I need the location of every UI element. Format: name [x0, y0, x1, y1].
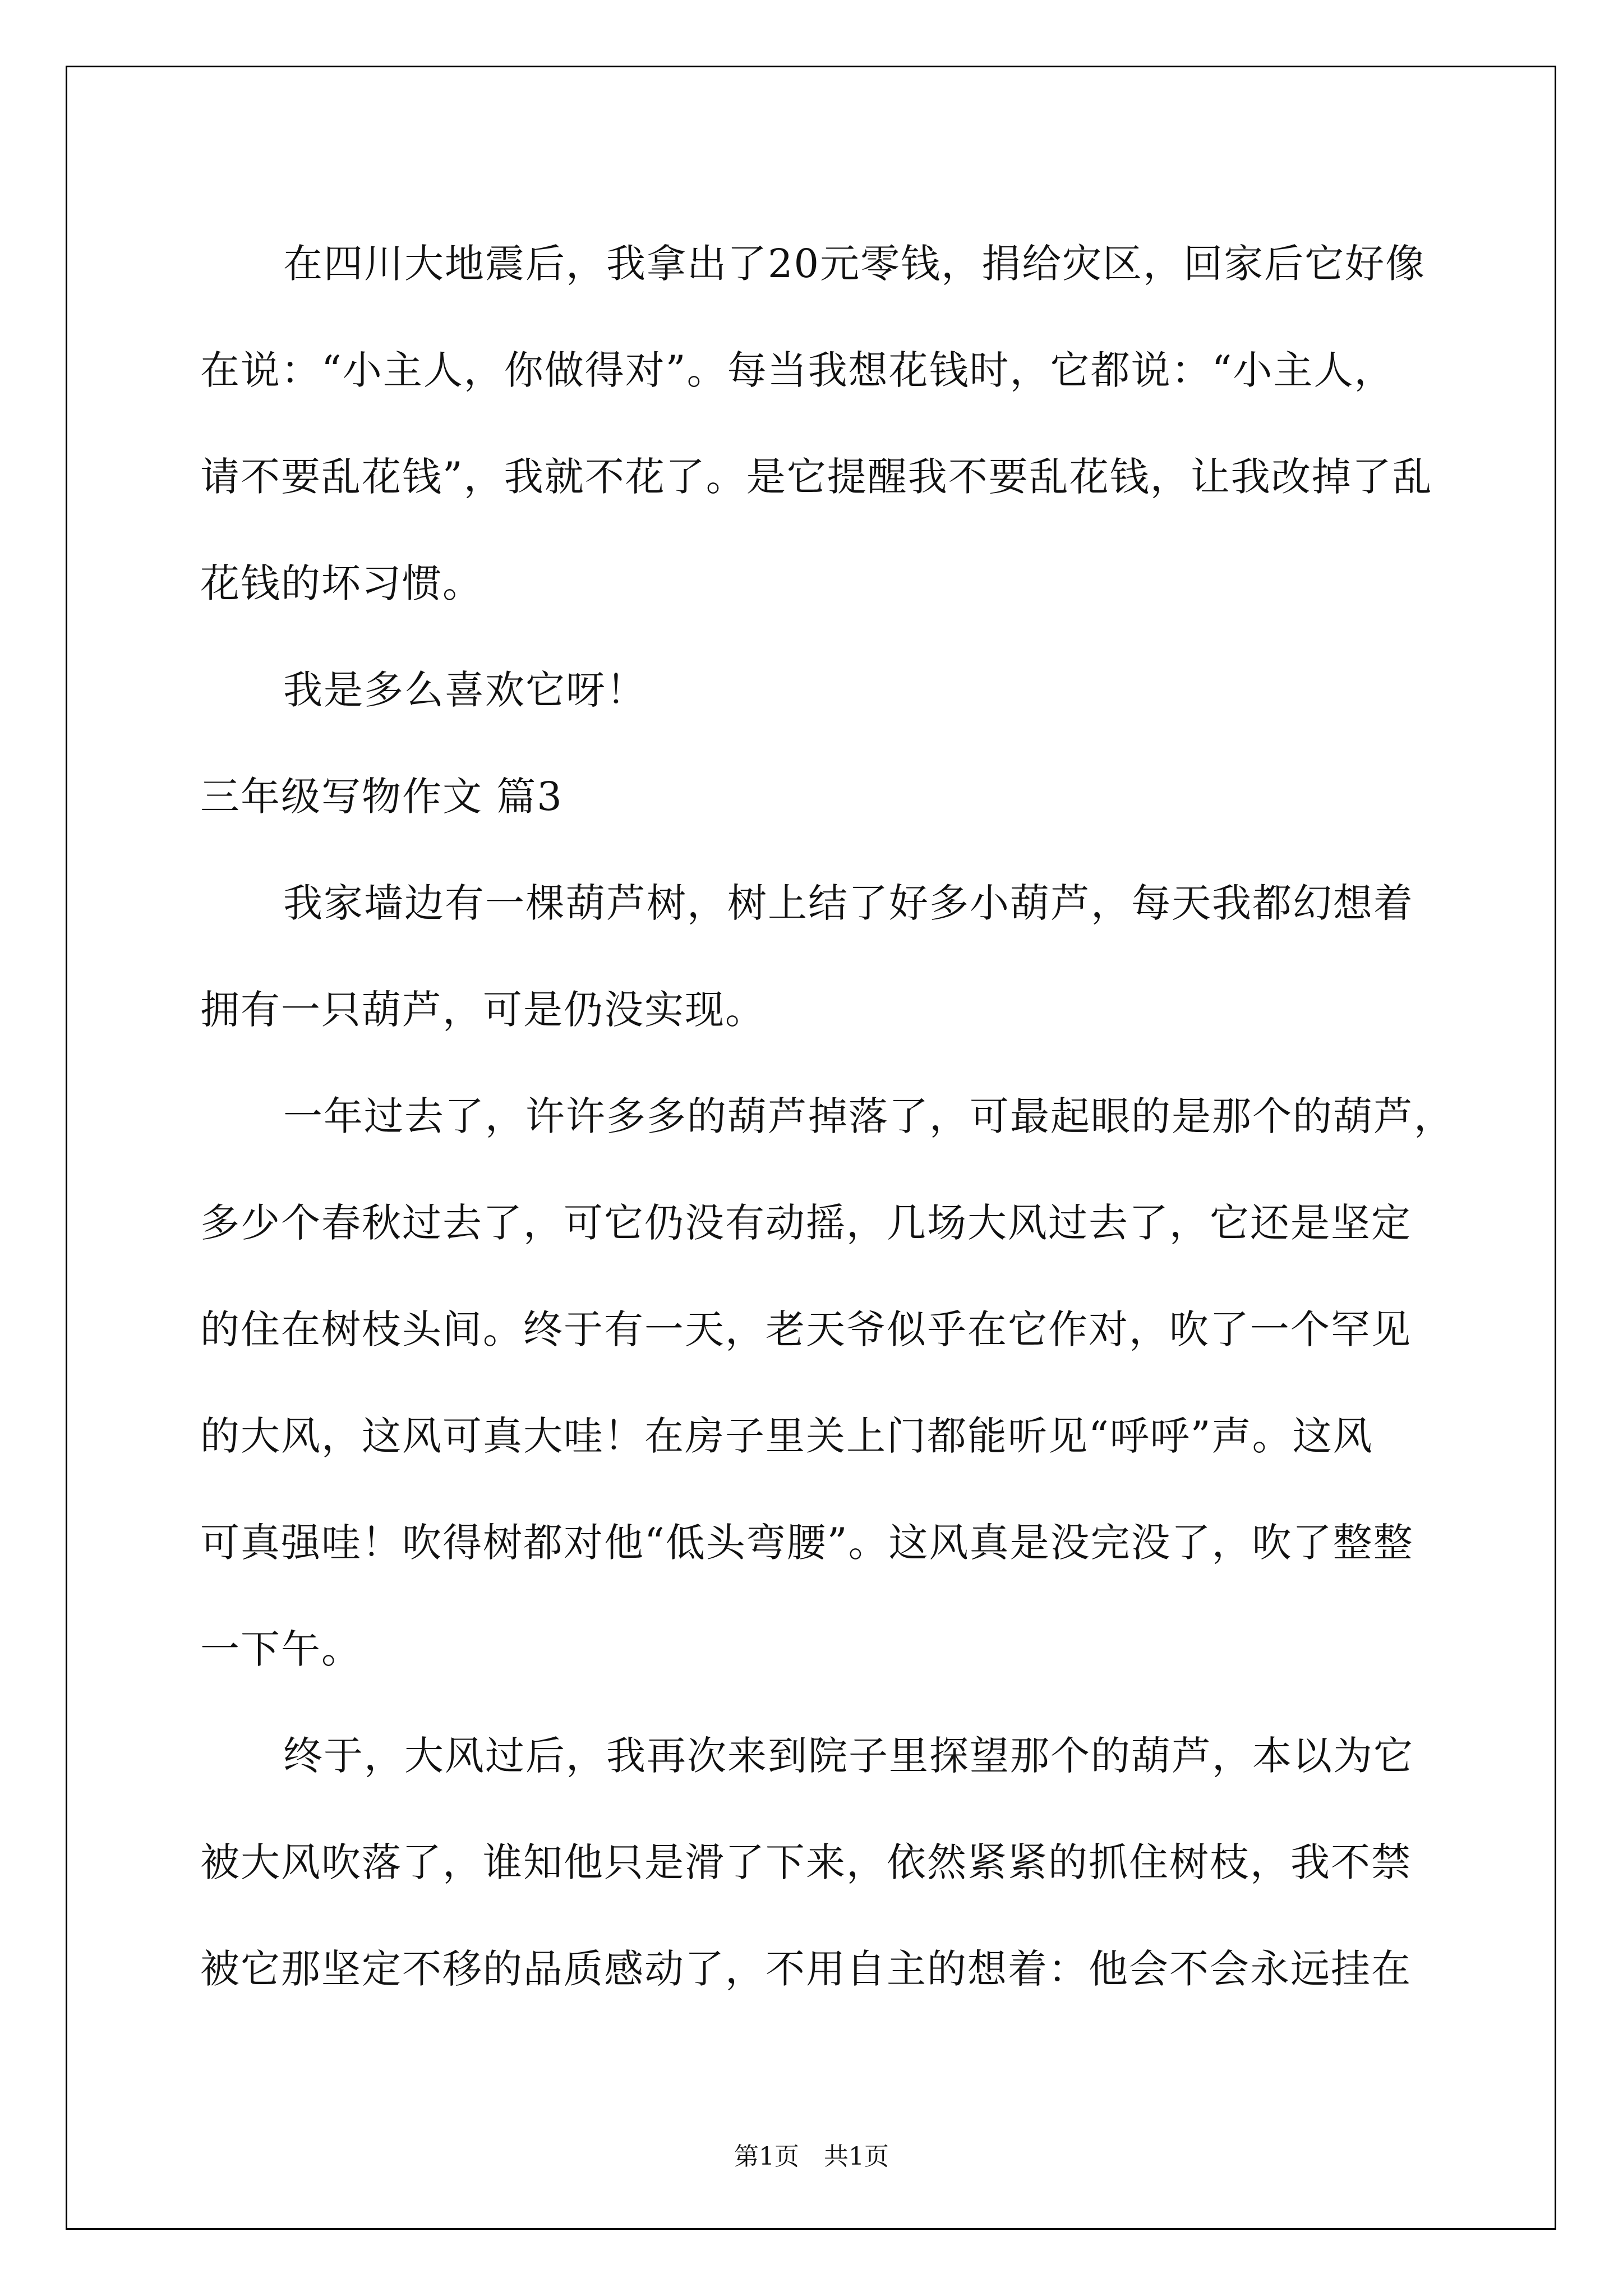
text-line: 在说：“小主人，你做得对”。每当我想花钱时，它都说：“小主人， [200, 347, 1395, 393]
paragraph-2 [200, 637, 1440, 743]
text-line: 的住在树枝头间。终于有一天，老天爷似乎在它作对，吹了一个罕见 [200, 1306, 1412, 1352]
text-line: 可真强哇！吹得树都对他“低头弯腰”。这风真是没完没了，吹了整整 [200, 1520, 1414, 1566]
text-line: 我是多么喜欢它呀！ [283, 667, 647, 713]
text-line: 被大风吹落了，谁知他只是滑了下来，依然紧紧的抓住树枝，我不禁 [200, 1839, 1412, 1885]
paragraph-5 [200, 1703, 1440, 2022]
paragraph-1 [200, 210, 1440, 637]
page-number-footer: 第1页 共1页 [734, 2142, 889, 2171]
text-line: 请不要乱花钱”，我就不花了。是它提醒我不要乱花钱，让我改掉了乱 [200, 454, 1433, 500]
text-line: 一下午。 [200, 1626, 362, 1672]
document-body [200, 210, 1454, 2022]
text-line: 多少个春秋过去了，可它仍没有动摇，几场大风过去了，它还是坚定 [200, 1200, 1412, 1246]
paragraph-3 [200, 850, 1440, 1063]
text-line: 被它那坚定不移的品质感动了，不用自主的想着：他会不会永远挂在 [200, 1946, 1412, 1992]
text-line: 终于，大风过后，我再次来到院子里探望那个的葫芦，本以为它 [283, 1733, 1414, 1779]
text-line: 一年过去了，许许多多的葫芦掉落了，可最起眼的是那个的葫芦， [283, 1093, 1454, 1139]
text-line: 拥有一只葫芦，可是仍没实现。 [200, 987, 766, 1033]
text-line: 我家墙边有一棵葫芦树，树上结了好多小葫芦，每天我都幻想着 [283, 880, 1414, 926]
section-heading: 三年级写物作文 篇3 [200, 774, 563, 820]
text-line: 在四川大地震后，我拿出了20元零钱，捐给灾区，回家后它好像 [283, 241, 1426, 287]
paragraph-4 [200, 1063, 1454, 1703]
text-line: 的大风，这风可真大哇！在房子里关上门都能听见“呼呼”声。这风 [200, 1413, 1373, 1459]
text-line: 花钱的坏习惯。 [200, 560, 483, 606]
